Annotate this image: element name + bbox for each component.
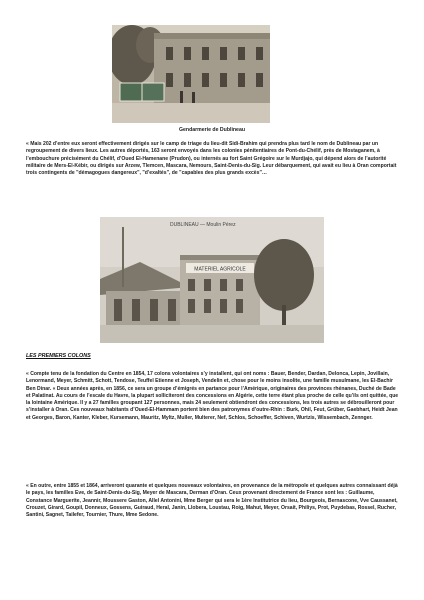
- paragraph-nouveaux-volontaires: « En outre, entre 1855 et 1864, arriveront quarante et quelques nouveaux volontaires, en provenance de la métropole et quelques autres connaissant déjà le pays, les familles Eve, de Saint-Denis-du-Sig, Meyer de Mascara, Derman d’Oran. Ceux provenant directement de France sont les : Guillaume, Constance Marguerite, Jeannir, Moussere Gaston, Allel Antonini, Mme Berger qui sera le 1ère Institutrice du lieu, Bourgeois, Bernascone, Vve Caussanet, Crouzet, Girard, Goupil, Donneux, Gossens, Guiraud, Heral, Janin, Llobera, Loustau, Roig, Mahut, Meyer, Orsait, Philiys, Prot, Puydebas, Rossel, Rucher, Santini, Sagnet, Tailefer, Tournier, Thure, Mme Sedone.: [26, 483, 398, 519]
- paragraph-premiers-colons: « Compte tenu de la fondation du Centre en 1854, 17 colons volontaires s’y installent, qui ont noms : Bauer, Bender, Dardan, Delonca, Lepin, Jovillain, Lenormand, Meyer, Schmitt, Schott, Tendose, Teuffel Etienne et Joseph, Vendelin et, chose pour le moins insolite, une famille musulmane, les El-Bachir Ben Dinar. « Deux années après, en 1856, ce sera un groupe d’émigrés en partance pour l’Amérique, originaires des provinces rhénanes, Duché de Bade et Palatinat. Au cours de l’escale du Havre, la plupart solliciteront des concessions en Algérie, cette terre étant plus proche de celle qu’ils ont quittée, que la lointaine Amérique. Il y a 27 familles groupant 127 personnes, mais 24 seulement obtiendront des concessions, les trois autres se débrouilleront pour s’installer à Oran. Ces nouveaux habitants d’Oued-El-Hammam portent bien des patronymes d’outre-Rhin : Burk, Ohil, Feut, Grüber, Gaebhart, Heidt Jean et Georges, Baron, Kanter, Kleber, Kursemann, Mauritz, Myltz, Muller, Multerer, Nef, Schlos, Schoeffer, Schiven, Wurtzis, Wissembach, Zennger.: [26, 371, 399, 421]
- section-heading: LES PREMIERS COLONS: [26, 353, 91, 359]
- photo2-caption: DUBLINEAU — Moulin Pérez: [170, 222, 236, 228]
- building-sign: MATERIEL AGRICOLE: [194, 266, 246, 273]
- photo-caption: Gendarmerie de Dublineau: [178, 127, 245, 133]
- paragraph-deportes: « Mais 202 d’entre eux seront effectivement dirigés sur le camp de triage du lieu-dit Sidi-Brahim qui prendra plus tard le nom de Dublineau par un regroupement de divers lieux. Les autres déportés, 163 seront envoyés dans les colonies pénitentiaires de Pont-du-Chélif, près de Mostaganem, à l’embouchure précisément du Chélif, d’Oued El-Hamenane (Prudon), ou internés au fort Saint Grégoire sur le Murdjajo, qui dépend alors de l’autorité militaire de Mers-El-Kébir, ou dirigés sur Arzew, Tlemcen, Mascara, Nemours, Saint-Denis-du-Sig. Leur débarquement, qui avait eu lieu à Oran comportait trois contingents de "démagogues dangereux", "d’exaltés", de "capables des plus grands excès"…: [26, 141, 397, 177]
- moulin-perez-photo: [100, 217, 324, 343]
- gendarmerie-photo: [112, 25, 270, 123]
